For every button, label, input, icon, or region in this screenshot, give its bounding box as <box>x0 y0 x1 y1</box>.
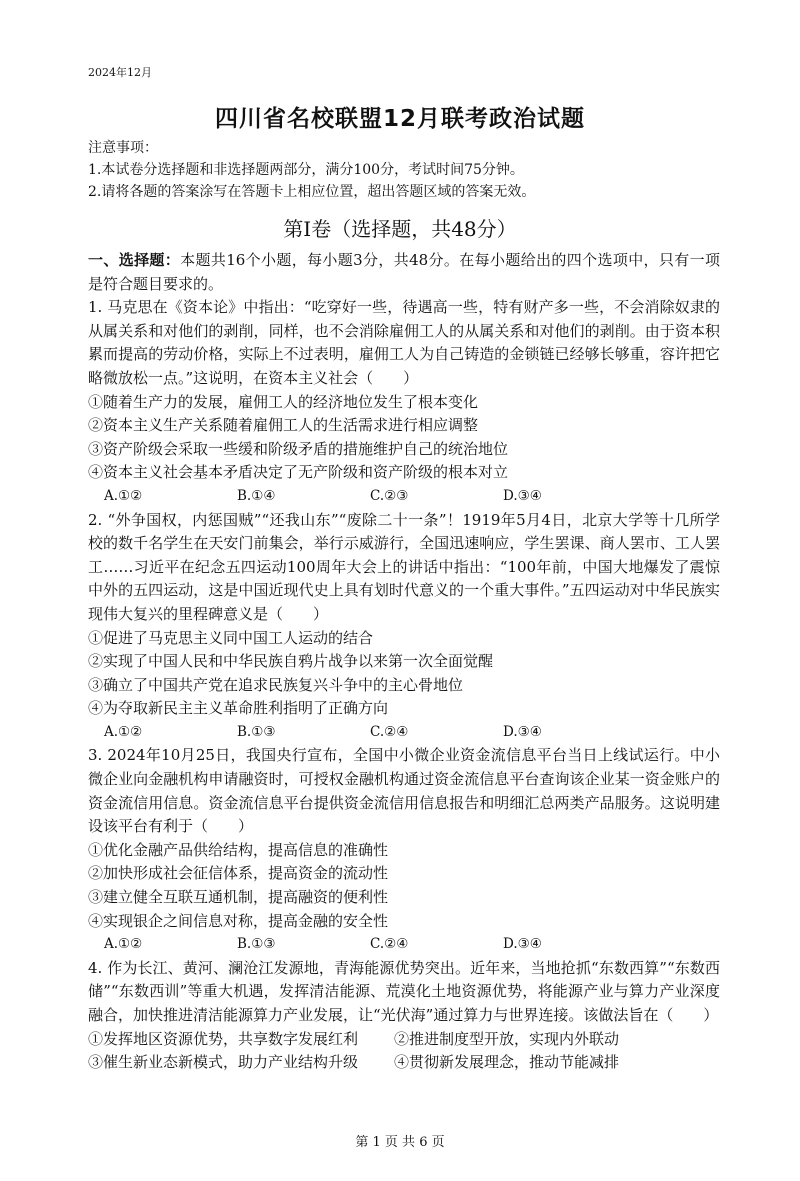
question-item: ④贯彻新发展理念，推动节能减排 <box>394 1053 620 1072</box>
question-item: ④为夺取新民主主义革命胜利指明了正确方向 <box>88 699 389 718</box>
question-item: ③确立了中国共产党在追求民族复兴斗争中的主心骨地位 <box>88 675 464 694</box>
question-item: ③建立健全互联互通机制，提高融资的便利性 <box>88 888 389 907</box>
option-b: B.①③ <box>237 936 276 953</box>
page-footer: 第 1 页 共 6 页 <box>355 1135 445 1150</box>
page-title: 四川省名校联盟12月联考政治试题 <box>214 106 585 132</box>
option-c: C.②④ <box>370 723 409 740</box>
note-item: 2.请将各题的答案涂写在答题卡上相应位置，超出答题区域的答案无效。 <box>88 184 536 200</box>
option-d: D.③④ <box>503 936 542 953</box>
exam-date: 2024年12月 <box>88 66 152 79</box>
question-stem: 2. “外争国权，内惩国贼”“还我山东”“废除二十一条”！1919年5月4日，北京大学等十几所学校的数千名学生在天安门前集会，举行示威游行，全国迅速响应，学生罢课、商人罢市、工人罢工……习近平在纪念五四运动100周年大会上的讲话中指出：“100年前，中国大地爆发了震惊中外的五四运动，这是中国近现代史上具有划时代意义的一个重大事件。”五四运动对中华民族实现伟大复兴的里程碑意义是（ ） <box>88 510 720 623</box>
question-item: ①发挥地区资源优势，共享数字发展红利 <box>88 1029 359 1048</box>
question-item: ④资本主义社会基本矛盾决定了无产阶级和资产阶级的根本对立 <box>88 463 509 482</box>
question-item-row <box>88 1028 720 1052</box>
question-item: ②推进制度型开放，实现内外联动 <box>394 1029 620 1048</box>
note-item: 1.本试卷分选择题和非选择题两部分，满分100分，考试时间75分钟。 <box>88 162 524 178</box>
instruction-text: 本题共16个小题，每小题3分，共48分。在每小题给出的四个选项中，只有一项是符合题目要求的。 <box>88 251 720 293</box>
question-item: ③资产阶级会采取一些缓和阶级矛盾的措施维护自己的统治地位 <box>88 439 509 458</box>
question-item-row <box>88 1051 720 1075</box>
option-a: A.①② <box>104 936 143 953</box>
question-item: ②加快形成社会征信体系，提高资金的流动性 <box>88 864 389 883</box>
section-instruction <box>88 249 720 296</box>
question-item: ④实现银企之间信息对称，提高金融的安全性 <box>88 911 389 930</box>
option-a: A.①② <box>104 723 143 740</box>
questions-area <box>88 249 720 1075</box>
question-item: ①优化金融产品供给结构，提高信息的准确性 <box>88 840 389 859</box>
option-b: B.①③ <box>237 723 276 740</box>
notes-heading: 注意事项： <box>88 140 158 156</box>
answer-options <box>88 933 720 957</box>
question-stem: 3. 2024年10月25日，我国央行宣布，全国中小微企业资金流信息平台当日上线试运行。中小微企业向金融机构申请融资时，可授权金融机构通过资金流信息平台查询该企业某一资金账户的资金流信用信息。资金流信息平台提供资金流信用信息报告和明细汇总两类产品服务。这说明建设该平台有利于（ ） <box>88 746 720 836</box>
question-stem: 1. 马克思在《资本论》中指出：“吃穿好一些，待遇高一些，特有财产多一些，不会消除奴隶的从属关系和对他们的剥削，同样，也不会消除雇佣工人的从属关系和对他们的剥削。由于资本积累而提高的劳动价格，实际上不过表明，雇佣工人为自己铸造的金锁链已经够长够重，容许把它略微放松一点。”这说明，在资本主义社会（ ） <box>88 298 720 387</box>
question-item: ②资本主义生产关系随着雇佣工人的生活需求进行相应调整 <box>88 416 479 435</box>
option-d: D.③④ <box>503 723 542 740</box>
answer-options <box>88 721 720 745</box>
answer-options <box>88 485 720 509</box>
option-d: D.③④ <box>503 487 542 504</box>
option-a: A.①② <box>104 487 143 504</box>
option-b: B.①④ <box>237 487 276 504</box>
notes-block <box>88 137 728 203</box>
option-c: C.②③ <box>370 487 409 504</box>
option-c: C.②④ <box>370 936 409 953</box>
section-title: 第Ⅰ卷（选择题，共48分） <box>283 217 517 241</box>
question-item: ③催生新业态新模式，助力产业结构升级 <box>88 1053 359 1072</box>
question-item: ①促进了马克思主义同中国工人运动的结合 <box>88 628 374 647</box>
question-stem: 4. 作为长江、黄河、澜沧江发源地，青海能源优势突出。近年来，当地抢抓“东数西算”“东数西储”“东数西训”等重大机遇，发挥清洁能源、荒漠化土地资源优势，将能源产业与算力产业深度融合，加快推进清洁能源算力产业发展，让“光伏海”通过算力与世界连接。该做法旨在（ ） <box>88 958 720 1024</box>
question-item: ②实现了中国人民和中华民族自鸦片战争以来第一次全面觉醒 <box>88 652 494 671</box>
instruction-label: 一、选择题： <box>88 251 181 269</box>
question-item: ①随着生产力的发展，雇佣工人的经济地位发生了根本变化 <box>88 392 479 411</box>
